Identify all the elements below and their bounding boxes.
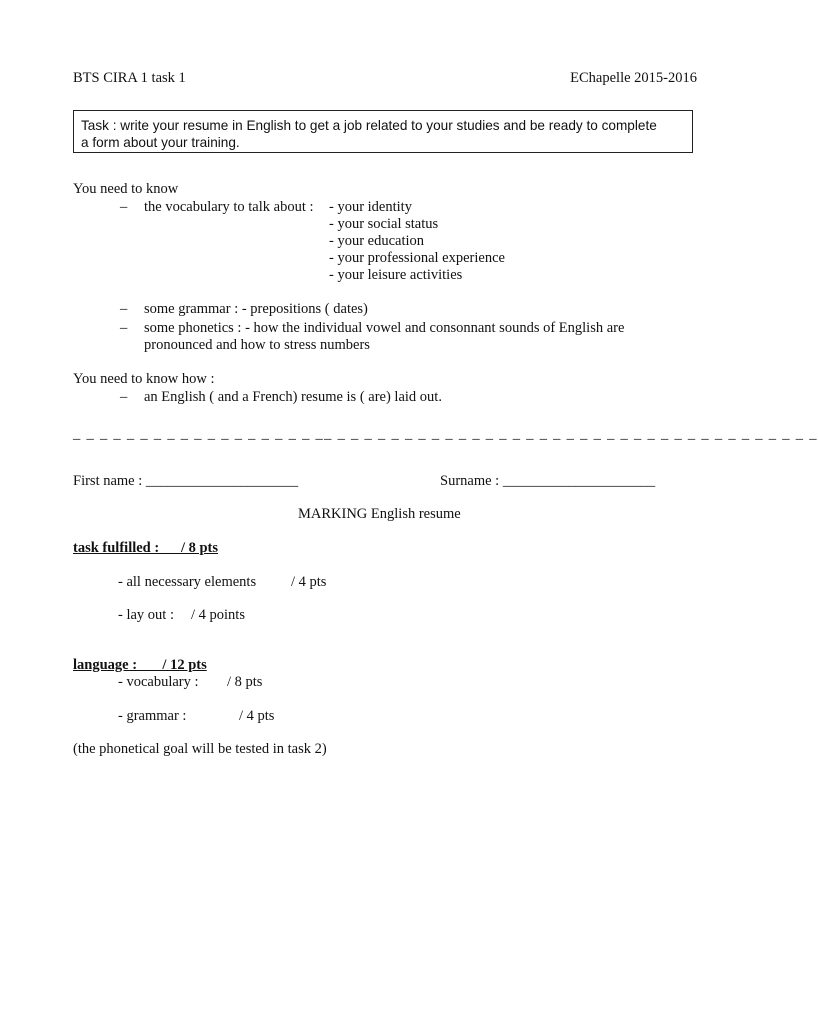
grammar-pts: / 4 pts xyxy=(239,708,275,724)
bullet-layout: – xyxy=(120,389,128,405)
elements-pts: / 4 pts xyxy=(291,574,327,590)
layout-label: - lay out : xyxy=(118,607,174,623)
elements-label: - all necessary elements xyxy=(118,574,257,590)
phonetics-line-2: pronounced and how to stress numbers xyxy=(144,337,370,353)
dashed-separator: _ _ _ _ _ _ _ _ _ _ _ _ _ _ _ _ _ _ __ _ _ _ _ _ _ _ _ _ _ _ _ _ _ _ _ _ _ _ _ _ _ _ _ _ _ _ _ _ _ _ _ _ _ _ _ xyxy=(73,426,818,442)
layout-pts: / 4 points xyxy=(191,607,245,623)
task-fulfilled-heading: task fulfilled : / 8 pts xyxy=(73,540,219,556)
vocab-item-social-status: - your social status xyxy=(329,216,439,232)
phonetics-line-1: some phonetics : - how the individual vowel and consonnant sounds of English are xyxy=(144,320,625,336)
task-box xyxy=(73,110,693,153)
task-line-1: Task : write your resume in English to get a job related to your studies and be ready to complete xyxy=(81,118,657,133)
vocabulary-pts: / 8 pts xyxy=(227,674,263,690)
header-author: EChapelle 2015-2016 xyxy=(570,70,697,86)
header-course: BTS CIRA 1 task 1 xyxy=(73,70,186,86)
vocab-item-identity: - your identity xyxy=(329,199,412,215)
marking-title: MARKING English resume xyxy=(298,506,461,522)
grammar-item: some grammar : - prepositions ( dates) xyxy=(144,301,368,317)
bullet-phonetics: – xyxy=(120,320,128,336)
layout-item: an English ( and a French) resume is ( are) laid out. xyxy=(144,389,442,405)
bullet-vocab: – xyxy=(120,199,128,215)
bullet-grammar: – xyxy=(120,301,128,317)
first-name-field: First name : _____________________ xyxy=(73,473,299,489)
vocabulary-label: - vocabulary : xyxy=(118,674,199,690)
vocab-label: the vocabulary to talk about : xyxy=(144,199,314,215)
vocab-item-education: - your education xyxy=(329,233,425,249)
grammar-label: - grammar : xyxy=(118,708,187,724)
surname-field: Surname : _____________________ xyxy=(440,473,656,489)
need-to-know-heading: You need to know xyxy=(73,181,179,197)
vocab-item-leisure: - your leisure activities xyxy=(329,267,463,283)
task-line-2: a form about your training. xyxy=(81,135,240,150)
need-to-know-how-heading: You need to know how : xyxy=(73,371,215,387)
vocab-item-experience: - your professional experience xyxy=(329,250,505,266)
phonetics-note: (the phonetical goal will be tested in task 2) xyxy=(73,741,327,757)
language-heading: language : / 12 pts xyxy=(73,657,207,673)
